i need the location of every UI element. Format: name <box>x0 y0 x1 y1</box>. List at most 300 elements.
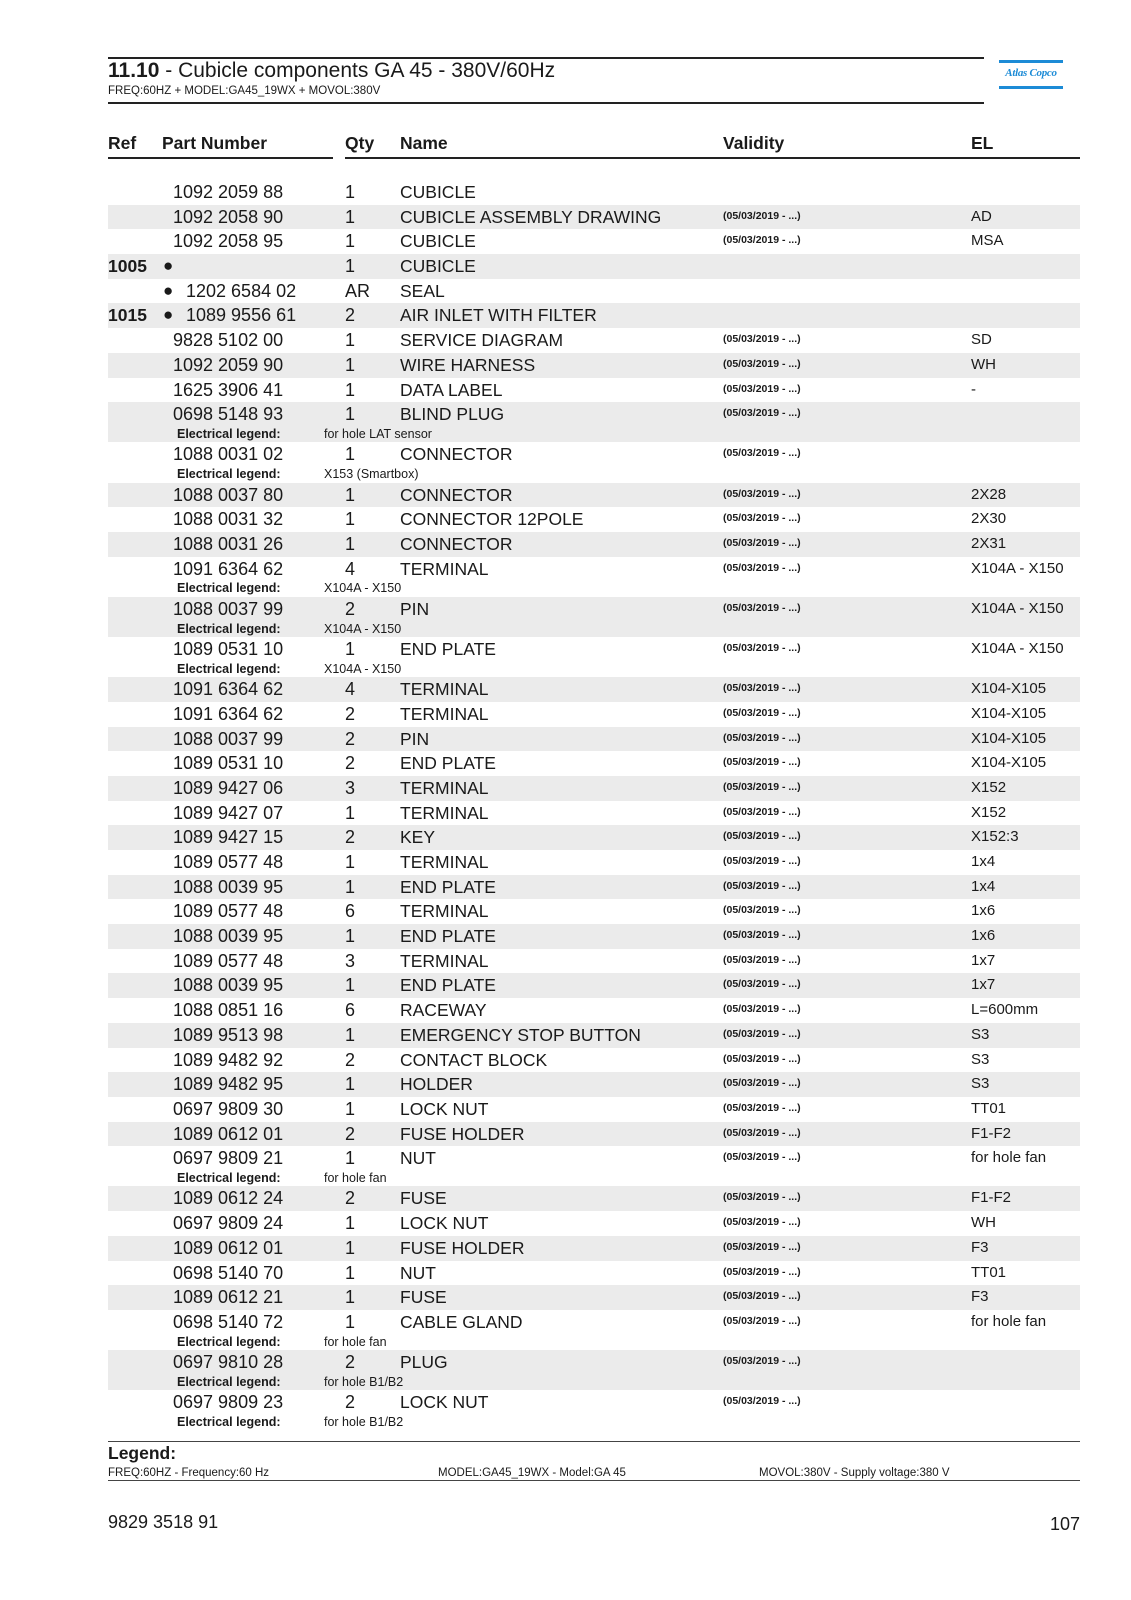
part-name: NUT <box>400 1148 436 1169</box>
part-name: CABLE GLAND <box>400 1311 523 1332</box>
part-name: TERMINAL <box>400 777 489 798</box>
part-number: 1089 0577 48 <box>173 950 284 971</box>
part-name: END PLATE <box>400 876 496 897</box>
table-row <box>0 229 1131 254</box>
part-number: 1089 0531 10 <box>173 753 284 774</box>
row-main-line <box>0 702 1131 727</box>
table-row <box>0 1097 1131 1122</box>
el-code: 2X30 <box>971 510 1007 528</box>
part-number: 1088 0851 16 <box>173 1000 284 1021</box>
quantity: 1 <box>345 330 356 351</box>
row-main-line <box>0 557 1131 582</box>
part-name: AIR INLET WITH FILTER <box>400 305 597 326</box>
el-code: 2X31 <box>971 534 1007 552</box>
el-code: 1x6 <box>971 927 996 945</box>
el-code: S3 <box>971 1050 990 1068</box>
part-name: END PLATE <box>400 639 496 659</box>
part-name: TERMINAL <box>400 901 489 922</box>
validity: (05/03/2019 - ...) <box>723 209 801 222</box>
part-name: TERMINAL <box>400 703 489 724</box>
electrical-legend-text: for hole fan <box>324 1334 387 1349</box>
electrical-legend-text: for hole LAT sensor <box>324 426 432 441</box>
part-number: 1089 0577 48 <box>173 852 284 872</box>
part-name: END PLATE <box>400 926 496 947</box>
quantity: 1 <box>345 231 356 252</box>
el-code: 1x6 <box>971 902 996 920</box>
row-main-line <box>0 303 1131 328</box>
row-main-line <box>0 973 1131 998</box>
quantity: 2 <box>345 1123 356 1144</box>
part-number: 1625 3906 41 <box>173 379 284 400</box>
row-main-line <box>0 279 1131 304</box>
part-name: CONNECTOR <box>400 533 513 554</box>
validity: (05/03/2019 - ...) <box>723 536 801 549</box>
row-main-line <box>0 328 1131 353</box>
row-main-line <box>0 229 1131 254</box>
electrical-legend-line <box>0 1335 1131 1351</box>
part-name: RACEWAY <box>400 1000 487 1021</box>
row-main-line <box>0 597 1131 622</box>
part-number: 0698 5140 72 <box>173 1311 284 1332</box>
quantity: 6 <box>345 901 356 922</box>
row-main-line <box>0 1072 1131 1097</box>
row-main-line <box>0 1097 1131 1122</box>
el-code: for hole fan <box>971 1312 1047 1330</box>
quantity: 4 <box>345 679 356 700</box>
table-row <box>0 727 1131 752</box>
table-row <box>0 850 1131 875</box>
bullet-icon: ● <box>163 280 174 300</box>
el-code: X104A - X150 <box>971 640 1064 657</box>
el-code: 1x4 <box>971 853 996 870</box>
part-name: HOLDER <box>400 1074 473 1095</box>
header-bottom-rule <box>108 102 984 104</box>
electrical-legend-label: Electrical legend: <box>177 426 281 441</box>
part-number: 0697 9809 30 <box>173 1098 284 1119</box>
part-name: SEAL <box>400 280 445 301</box>
validity: (05/03/2019 - ...) <box>723 756 801 769</box>
el-code: X104-X105 <box>971 754 1047 772</box>
table-row <box>0 1186 1131 1211</box>
validity: (05/03/2019 - ...) <box>723 1265 801 1278</box>
validity: (05/03/2019 - ...) <box>723 904 801 917</box>
validity: (05/03/2019 - ...) <box>723 1003 801 1016</box>
row-main-line <box>0 402 1131 427</box>
row-main-line <box>0 205 1131 230</box>
el-code: X104A - X150 <box>971 559 1064 577</box>
table-row <box>0 1211 1131 1236</box>
validity: (05/03/2019 - ...) <box>723 1395 801 1408</box>
legend-bottom-rule <box>108 1480 1080 1481</box>
table-row <box>0 751 1131 776</box>
part-number: 9828 5102 00 <box>173 330 284 351</box>
el-code: F3 <box>971 1288 989 1306</box>
quantity: 1 <box>345 444 356 465</box>
table-row <box>0 353 1131 378</box>
quantity: AR <box>345 280 371 301</box>
row-main-line <box>0 378 1131 403</box>
part-number: 1088 0039 95 <box>173 926 284 947</box>
column-header-part-number: Part Number <box>162 133 268 153</box>
row-main-line <box>0 532 1131 557</box>
electrical-legend-text: for hole B1/B2 <box>324 1414 404 1429</box>
part-name: KEY <box>400 827 436 848</box>
el-code: MSA <box>971 232 1004 250</box>
validity: (05/03/2019 - ...) <box>723 1191 801 1204</box>
part-number: 1088 0037 99 <box>173 728 284 749</box>
el-code: F3 <box>971 1238 989 1256</box>
part-name: END PLATE <box>400 975 496 996</box>
part-name: CUBICLE <box>400 231 476 252</box>
quantity: 1 <box>345 206 356 227</box>
part-name: END PLATE <box>400 753 496 774</box>
quantity: 1 <box>345 975 356 996</box>
row-main-line <box>0 825 1131 850</box>
ref-number: 1005 <box>108 256 147 277</box>
validity: (05/03/2019 - ...) <box>723 601 801 614</box>
electrical-legend-line <box>0 662 1131 678</box>
validity: (05/03/2019 - ...) <box>723 1151 801 1164</box>
legend-item-movol: MOVOL:380V - Supply voltage:380 V <box>759 1467 950 1479</box>
electrical-legend-text: for hole fan <box>324 1170 387 1185</box>
row-main-line <box>0 1122 1131 1147</box>
quantity: 1 <box>345 404 356 425</box>
row-main-line <box>0 949 1131 974</box>
part-number: 1092 2059 88 <box>173 182 284 202</box>
validity: (05/03/2019 - ...) <box>723 1216 801 1229</box>
validity: (05/03/2019 - ...) <box>723 879 801 892</box>
table-row <box>0 1122 1131 1147</box>
row-main-line <box>0 1236 1131 1261</box>
quantity: 2 <box>345 1352 356 1373</box>
el-code: X104A - X150 <box>971 599 1064 617</box>
validity: (05/03/2019 - ...) <box>723 642 801 654</box>
part-name: LOCK NUT <box>400 1098 489 1119</box>
legend-top-rule <box>108 1441 1080 1442</box>
validity: (05/03/2019 - ...) <box>723 487 801 500</box>
row-main-line <box>0 924 1131 949</box>
part-number: 0697 9810 28 <box>173 1352 284 1373</box>
part-name: PIN <box>400 728 430 749</box>
part-name: NUT <box>400 1262 436 1283</box>
row-main-line <box>0 442 1131 467</box>
column-header-ref: Ref <box>108 133 137 153</box>
part-name: CONNECTOR 12POLE <box>400 509 584 530</box>
validity: (05/03/2019 - ...) <box>723 731 801 744</box>
row-main-line <box>0 751 1131 776</box>
validity: (05/03/2019 - ...) <box>723 382 801 395</box>
validity: (05/03/2019 - ...) <box>723 1126 801 1139</box>
row-main-line <box>0 1211 1131 1236</box>
part-name: CUBICLE ASSEMBLY DRAWING <box>400 206 662 227</box>
validity: (05/03/2019 - ...) <box>723 978 801 991</box>
validity: (05/03/2019 - ...) <box>723 1077 801 1090</box>
part-number: 1089 0577 48 <box>173 901 284 922</box>
row-main-line <box>0 1350 1131 1375</box>
electrical-legend-text: X104A - X150 <box>324 581 402 596</box>
table-row <box>0 1390 1131 1430</box>
table-row <box>0 924 1131 949</box>
table-row <box>0 1146 1131 1186</box>
el-code: F1-F2 <box>971 1189 1012 1207</box>
validity: (05/03/2019 - ...) <box>723 561 801 574</box>
part-name: PIN <box>400 598 430 619</box>
quantity: 1 <box>345 182 356 202</box>
el-code: X104-X105 <box>971 729 1047 747</box>
page-title <box>108 59 555 83</box>
quantity: 1 <box>345 1213 356 1234</box>
part-name: TERMINAL <box>400 679 489 700</box>
part-number: 1089 0612 24 <box>173 1188 284 1209</box>
part-number: 1089 0612 21 <box>173 1287 284 1308</box>
quantity: 1 <box>345 256 356 277</box>
el-code: TT01 <box>971 1263 1007 1281</box>
el-code: X104-X105 <box>971 704 1047 722</box>
validity: (05/03/2019 - ...) <box>723 333 801 346</box>
quantity: 2 <box>345 598 356 619</box>
part-number: 1088 0037 99 <box>173 598 284 619</box>
quantity: 2 <box>345 305 356 326</box>
validity: (05/03/2019 - ...) <box>723 929 801 942</box>
el-code: S3 <box>971 1025 990 1043</box>
row-main-line <box>0 998 1131 1023</box>
validity: (05/03/2019 - ...) <box>723 1290 801 1303</box>
row-main-line <box>0 180 1131 205</box>
part-name: FUSE <box>400 1188 447 1209</box>
table-row <box>0 279 1131 304</box>
part-name: TERMINAL <box>400 852 489 872</box>
part-name: CONNECTOR <box>400 444 513 465</box>
electrical-legend-text: X104A - X150 <box>324 621 402 636</box>
part-name: CONNECTOR <box>400 484 513 505</box>
quantity: 1 <box>345 1262 356 1283</box>
logo-bottom-bar <box>999 86 1063 89</box>
quantity: 1 <box>345 484 356 505</box>
el-code: 1x7 <box>971 976 996 994</box>
electrical-legend-label: Electrical legend: <box>177 1374 281 1389</box>
page-subtitle: FREQ:60HZ + MODEL:GA45_19WX + MOVOL:380V <box>108 85 381 97</box>
part-number: 1091 6364 62 <box>173 558 284 579</box>
logo-top-bar <box>999 60 1063 63</box>
quantity: 1 <box>345 1024 356 1045</box>
table-row <box>0 1350 1131 1390</box>
validity: (05/03/2019 - ...) <box>723 953 801 966</box>
document-number: 9829 3518 91 <box>108 1512 219 1532</box>
table-row <box>0 875 1131 900</box>
row-main-line <box>0 677 1131 702</box>
table-row <box>0 442 1131 482</box>
table-row <box>0 557 1131 597</box>
part-number: 1089 0612 01 <box>173 1237 284 1258</box>
validity: (05/03/2019 - ...) <box>723 357 801 370</box>
table-row <box>0 180 1131 205</box>
electrical-legend-line <box>0 581 1131 597</box>
part-number: 1092 2059 90 <box>173 354 284 375</box>
validity: (05/03/2019 - ...) <box>723 407 801 420</box>
row-main-line <box>0 483 1131 508</box>
validity: (05/03/2019 - ...) <box>723 1027 801 1040</box>
el-code: X152 <box>971 803 1007 821</box>
quantity: 2 <box>345 1049 356 1070</box>
electrical-legend-line <box>0 1375 1131 1391</box>
table-row <box>0 998 1131 1023</box>
el-code: WH <box>971 355 996 373</box>
validity: (05/03/2019 - ...) <box>723 805 801 818</box>
el-code: X104-X105 <box>971 680 1047 698</box>
part-number: 1088 0039 95 <box>173 975 284 996</box>
column-header-qty: Qty <box>345 133 375 153</box>
part-name: EMERGENCY STOP BUTTON <box>400 1024 641 1045</box>
part-name: WIRE HARNESS <box>400 354 536 375</box>
table-row <box>0 328 1131 353</box>
table-row <box>0 677 1131 702</box>
table-row <box>0 402 1131 442</box>
part-number: 1089 9427 15 <box>173 827 284 848</box>
part-number: 1088 0031 32 <box>173 509 284 530</box>
quantity: 6 <box>345 1000 356 1021</box>
validity: (05/03/2019 - ...) <box>723 1355 801 1368</box>
electrical-legend-text: X153 (Smartbox) <box>324 467 419 482</box>
electrical-legend-label: Electrical legend: <box>177 467 281 482</box>
el-code: X152 <box>971 778 1007 796</box>
quantity: 2 <box>345 1392 356 1413</box>
quantity: 1 <box>345 639 356 659</box>
table-row <box>0 1236 1131 1261</box>
part-name: CUBICLE <box>400 256 476 277</box>
part-name: CUBICLE <box>400 182 476 202</box>
part-number: 1089 9427 06 <box>173 777 284 798</box>
part-name: PLUG <box>400 1352 448 1373</box>
validity: (05/03/2019 - ...) <box>723 1101 801 1114</box>
electrical-legend-line <box>0 622 1131 638</box>
parts-table <box>0 180 1131 1430</box>
validity: (05/03/2019 - ...) <box>723 1240 801 1253</box>
part-number: 1089 9556 61 <box>186 305 297 326</box>
electrical-legend-label: Electrical legend: <box>177 661 281 676</box>
part-number: 1089 0531 10 <box>173 639 284 659</box>
validity: (05/03/2019 - ...) <box>723 830 801 843</box>
table-row <box>0 801 1131 826</box>
row-main-line <box>0 776 1131 801</box>
el-code: 1x7 <box>971 951 996 969</box>
part-number: 1089 9427 07 <box>173 802 284 823</box>
table-row <box>0 899 1131 924</box>
bullet-icon: ● <box>163 305 174 325</box>
quantity: 1 <box>345 533 356 554</box>
quantity: 1 <box>345 1237 356 1258</box>
quantity: 1 <box>345 509 356 530</box>
row-main-line <box>0 254 1131 279</box>
quantity: 1 <box>345 1148 356 1169</box>
part-number: 0698 5140 70 <box>173 1262 284 1283</box>
electrical-legend-line <box>0 1171 1131 1187</box>
validity: (05/03/2019 - ...) <box>723 1314 801 1327</box>
table-row <box>0 949 1131 974</box>
column-header-name: Name <box>400 133 448 153</box>
table-row <box>0 532 1131 557</box>
table-row <box>0 1261 1131 1286</box>
el-code: 2X28 <box>971 485 1007 503</box>
part-number: 1088 0031 26 <box>173 533 284 554</box>
bullet-icon: ● <box>163 256 174 276</box>
quantity: 1 <box>345 802 356 823</box>
row-main-line <box>0 1390 1131 1415</box>
part-name: TERMINAL <box>400 950 489 971</box>
part-number: 1088 0039 95 <box>173 876 284 897</box>
part-number: 1091 6364 62 <box>173 703 284 724</box>
validity: (05/03/2019 - ...) <box>723 447 801 460</box>
el-code: F1-F2 <box>971 1124 1012 1142</box>
part-name: LOCK NUT <box>400 1213 489 1234</box>
part-number: 1089 9482 92 <box>173 1049 284 1070</box>
part-name: TERMINAL <box>400 558 489 579</box>
part-number: 0697 9809 21 <box>173 1148 284 1169</box>
table-row <box>0 507 1131 532</box>
part-number: 1089 9482 95 <box>173 1074 284 1095</box>
table-row <box>0 825 1131 850</box>
el-code: AD <box>971 207 992 225</box>
part-number: 1088 0037 80 <box>173 484 284 505</box>
table-row <box>0 205 1131 230</box>
electrical-legend-text: for hole B1/B2 <box>324 1374 404 1389</box>
page-number: 107 <box>1049 1514 1080 1534</box>
section-number: 11.10 <box>108 59 160 82</box>
table-row <box>0 483 1131 508</box>
section-title: - Cubicle components GA 45 - 380V/60Hz <box>159 59 556 82</box>
el-code: L=600mm <box>971 1001 1039 1019</box>
ref-number: 1015 <box>108 305 147 326</box>
table-row <box>0 1310 1131 1350</box>
el-code: for hole fan <box>971 1149 1047 1167</box>
row-main-line <box>0 1310 1131 1335</box>
table-row <box>0 1285 1131 1310</box>
electrical-legend-label: Electrical legend: <box>177 1414 281 1429</box>
part-number: 1089 0612 01 <box>173 1123 284 1144</box>
table-row <box>0 254 1131 279</box>
table-row <box>0 702 1131 727</box>
part-name: TERMINAL <box>400 802 489 823</box>
part-name: FUSE HOLDER <box>400 1123 525 1144</box>
part-number: 1092 2058 95 <box>173 231 284 252</box>
electrical-legend-label: Electrical legend: <box>177 1334 281 1349</box>
quantity: 2 <box>345 728 356 749</box>
legend-item-model: MODEL:GA45_19WX - Model:GA 45 <box>438 1467 626 1479</box>
part-number: 1202 6584 02 <box>186 280 297 301</box>
part-name: BLIND PLUG <box>400 404 505 425</box>
part-number: 0697 9809 24 <box>173 1213 284 1234</box>
quantity: 1 <box>345 1311 356 1332</box>
quantity: 1 <box>345 876 356 897</box>
table-row <box>0 1072 1131 1097</box>
row-main-line <box>0 1261 1131 1286</box>
el-code: - <box>971 380 976 398</box>
part-number: 0697 9809 23 <box>173 1392 284 1413</box>
quantity: 4 <box>345 558 356 579</box>
column-rule-main <box>345 157 1080 159</box>
part-name: DATA LABEL <box>400 379 503 400</box>
row-main-line <box>0 727 1131 752</box>
row-main-line <box>0 801 1131 826</box>
electrical-legend-label: Electrical legend: <box>177 621 281 636</box>
validity: (05/03/2019 - ...) <box>723 234 801 247</box>
electrical-legend-line <box>0 467 1131 483</box>
row-main-line <box>0 1285 1131 1310</box>
quantity: 2 <box>345 703 356 724</box>
row-main-line <box>0 1186 1131 1211</box>
part-number: 0698 5148 93 <box>173 404 284 425</box>
row-main-line <box>0 899 1131 924</box>
part-number: 1089 9513 98 <box>173 1024 284 1045</box>
